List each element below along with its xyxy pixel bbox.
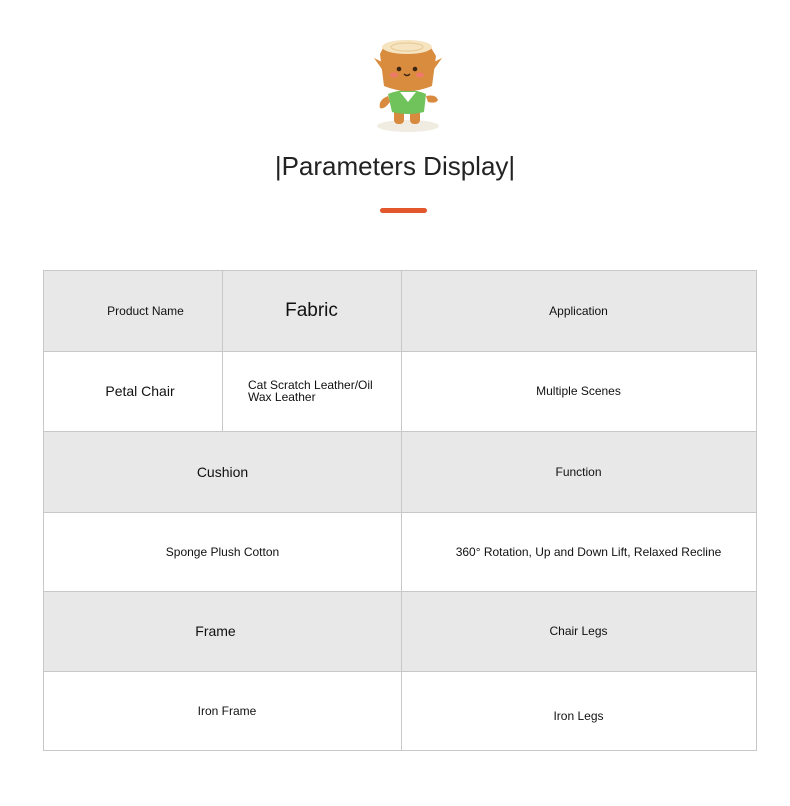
chair-legs-label: Chair Legs — [401, 591, 756, 671]
row-divider — [44, 351, 756, 352]
frame-label: Frame — [44, 591, 387, 671]
product-name-label: Product Name — [44, 271, 222, 351]
application-label: Application — [401, 271, 756, 351]
frame-value: Iron Frame — [44, 671, 410, 750]
fabric-value: Cat Scratch Leather/Oil Wax Leather — [222, 351, 401, 431]
cushion-label: Cushion — [44, 431, 401, 512]
cushion-value: Sponge Plush Cotton — [44, 512, 401, 591]
row-divider — [44, 671, 756, 672]
column-divider — [401, 271, 402, 750]
row-divider — [44, 431, 756, 432]
title-underline — [380, 208, 427, 213]
page-title: |Parameters Display| — [274, 151, 516, 181]
tree-stump-mascot-icon — [370, 36, 446, 134]
product-name-value: Petal Chair — [44, 351, 222, 431]
function-label: Function — [401, 431, 756, 512]
column-divider — [222, 271, 223, 431]
function-value: 360° Rotation, Up and Down Lift, Relaxed Recline — [401, 512, 756, 591]
parameters-table — [43, 270, 757, 751]
application-value: Multiple Scenes — [401, 351, 756, 431]
fabric-label: Fabric — [222, 271, 401, 351]
row-divider — [44, 591, 756, 592]
chair-legs-value: Iron Legs — [401, 671, 756, 750]
row-divider — [44, 512, 756, 513]
cell-fill — [387, 591, 401, 671]
